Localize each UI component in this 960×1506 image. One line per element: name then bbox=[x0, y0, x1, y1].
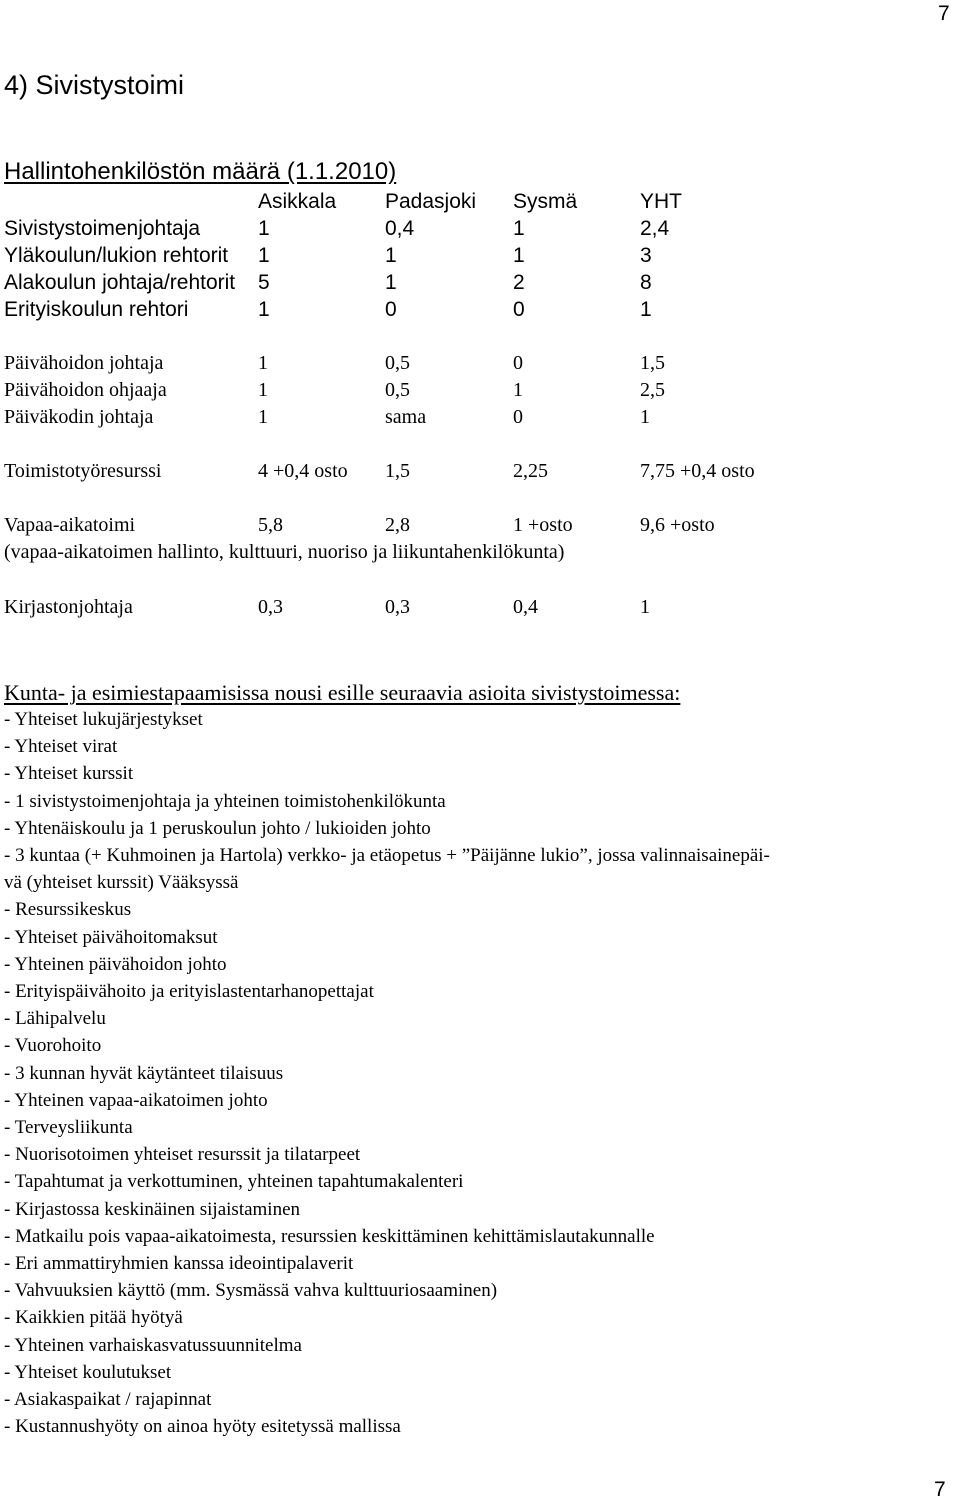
row-label: Toimistotyöresurssi bbox=[4, 460, 162, 482]
list-item: - Eri ammattiryhmien kanssa ideointipalaverit bbox=[4, 1253, 354, 1274]
table-cell: 1 +osto bbox=[513, 514, 573, 536]
table-cell: 1 bbox=[258, 352, 268, 374]
table-cell: 1 bbox=[640, 596, 650, 618]
list-item: - Kustannushyöty on ainoa hyöty esitetyssä mallissa bbox=[4, 1416, 401, 1438]
table-cell: 1 bbox=[513, 244, 525, 267]
table-cell: 1,5 bbox=[385, 460, 410, 482]
page-number-bottom: 7 bbox=[934, 1478, 946, 1501]
list-item: - Resurssikeskus bbox=[4, 899, 132, 921]
table-cell: 0 bbox=[513, 406, 523, 428]
list-item: - 1 sivistystoimenjohtaja ja yhteinen toimistohenkilökunta bbox=[4, 790, 446, 812]
table-cell: 1 bbox=[513, 379, 523, 401]
table-cell: 0,4 bbox=[385, 217, 415, 240]
table-cell: 1 bbox=[640, 298, 652, 321]
column-header: Sysmä bbox=[513, 190, 578, 213]
list-item: - Yhteiset lukujärjestykset bbox=[4, 709, 203, 730]
list-item: - Asiakaspaikat / rajapinnat bbox=[4, 1389, 212, 1410]
list-item: - Yhteinen varhaiskasvatussuunnitelma bbox=[4, 1334, 302, 1356]
list-item: - 3 kuntaa (+ Kuhmoinen ja Hartola) verkko- ja etäopetus + ”Päijänne lukio”, jossa valinnaisainepäi- bbox=[4, 845, 770, 866]
section-title: 4) Sivistystoimi bbox=[4, 70, 185, 100]
table-cell: 1 bbox=[258, 244, 270, 267]
table-cell: 1 bbox=[258, 298, 270, 321]
row-label: Sivistystoimenjohtaja bbox=[4, 217, 201, 240]
list-item: - Tapahtumat ja verkottuminen, yhteinen tapahtumakalenteri bbox=[4, 1171, 464, 1193]
list-item: - Vuorohoito bbox=[4, 1035, 102, 1057]
table-cell: 5 bbox=[258, 271, 270, 294]
row-label: Erityiskoulun rehtori bbox=[4, 298, 189, 321]
table-cell: 9,6 +osto bbox=[640, 514, 715, 536]
list-item: - Erityispäivähoito ja erityislastentarhanopettajat bbox=[4, 981, 374, 1002]
page-number-top: 7 bbox=[938, 2, 950, 25]
table-cell: 1 bbox=[513, 217, 525, 240]
table-cell: 2 bbox=[513, 271, 525, 294]
list-item: - Yhteinen vapaa-aikatoimen johto bbox=[4, 1089, 268, 1111]
table-cell: 4 +0,4 osto bbox=[258, 460, 348, 482]
column-header: Padasjoki bbox=[385, 190, 477, 213]
list-item: - Nuorisotoimen yhteiset resurssit ja tilatarpeet bbox=[4, 1144, 361, 1166]
list-item: - Kaikkien pitää hyötyä bbox=[4, 1307, 183, 1329]
table-cell: 2,5 bbox=[640, 379, 665, 401]
table-title: Hallintohenkilöstön määrä (1.1.2010) bbox=[4, 158, 397, 185]
row-label: Päivähoidon johtaja bbox=[4, 352, 164, 374]
list-item: - 3 kunnan hyvät käytänteet tilaisuus bbox=[4, 1062, 284, 1084]
table-cell: 2,25 bbox=[513, 460, 548, 482]
row-label: Alakoulun johtaja/rehtorit bbox=[4, 271, 236, 294]
list-item: - Yhtenäiskoulu ja 1 peruskoulun johto / lukioiden johto bbox=[4, 817, 431, 839]
table-cell: 1 bbox=[385, 271, 397, 294]
table-cell: 2,8 bbox=[385, 514, 410, 536]
column-header: YHT bbox=[640, 190, 682, 213]
table-cell: 0 bbox=[513, 352, 523, 374]
table-cell: 5,8 bbox=[258, 514, 283, 536]
list-item: - Kirjastossa keskinäinen sijaistaminen bbox=[4, 1198, 301, 1220]
column-header: Asikkala bbox=[258, 190, 337, 213]
table-cell: 3 bbox=[640, 244, 652, 267]
list-item: - Matkailu pois vapaa-aikatoimesta, resurssien keskittäminen kehittämislautakunnalle bbox=[4, 1225, 655, 1247]
table-cell: 7,75 +0,4 osto bbox=[640, 460, 755, 482]
row-label: Päivähoidon ohjaaja bbox=[4, 379, 167, 401]
list-item: - Terveysliikunta bbox=[4, 1117, 133, 1138]
table-cell: 0,3 bbox=[385, 596, 410, 618]
table-cell: 0 bbox=[513, 298, 525, 321]
list-item: vä (yhteiset kurssit) Vääksyssä bbox=[4, 872, 239, 894]
list-item: - Lähipalvelu bbox=[4, 1008, 106, 1030]
table-cell: 1 bbox=[385, 244, 397, 267]
table-cell: 1,5 bbox=[640, 352, 665, 374]
table-cell: 1 bbox=[640, 406, 650, 428]
list-item: - Yhteiset koulutukset bbox=[4, 1361, 172, 1383]
list-heading: Kunta- ja esimiestapaamisissa nousi esille seuraavia asioita sivistystoimessa: bbox=[4, 680, 681, 705]
table-cell: 0,5 bbox=[385, 352, 410, 374]
table-cell: 0,3 bbox=[258, 596, 283, 618]
table-cell: 0 bbox=[385, 298, 397, 321]
table-cell: sama bbox=[385, 406, 427, 428]
list-item: - Yhteinen päivähoidon johto bbox=[4, 953, 227, 975]
table-cell: 0,5 bbox=[385, 379, 410, 401]
table-cell: 1 bbox=[258, 379, 268, 401]
row-label: Yläkoulun/lukion rehtorit bbox=[4, 244, 229, 267]
row-label: Kirjastonjohtaja bbox=[4, 596, 133, 618]
table-cell: 0,4 bbox=[513, 596, 538, 618]
row-label: Vapaa-aikatoimi bbox=[4, 514, 136, 536]
table-cell: 8 bbox=[640, 271, 652, 294]
table-cell: 2,4 bbox=[640, 217, 670, 240]
row-label: Päiväkodin johtaja bbox=[4, 406, 154, 428]
table-cell: 1 bbox=[258, 217, 270, 240]
list-item: - Yhteiset päivähoitomaksut bbox=[4, 926, 218, 948]
list-item: - Vahvuuksien käyttö (mm. Sysmässä vahva kulttuuriosaaminen) bbox=[4, 1280, 498, 1302]
table-note: (vapaa-aikatoimen hallinto, kulttuuri, nuoriso ja liikuntahenkilökunta) bbox=[4, 541, 565, 563]
list-item: - Yhteiset virat bbox=[4, 736, 118, 758]
table-cell: 1 bbox=[258, 406, 268, 428]
list-item: - Yhteiset kurssit bbox=[4, 763, 134, 785]
